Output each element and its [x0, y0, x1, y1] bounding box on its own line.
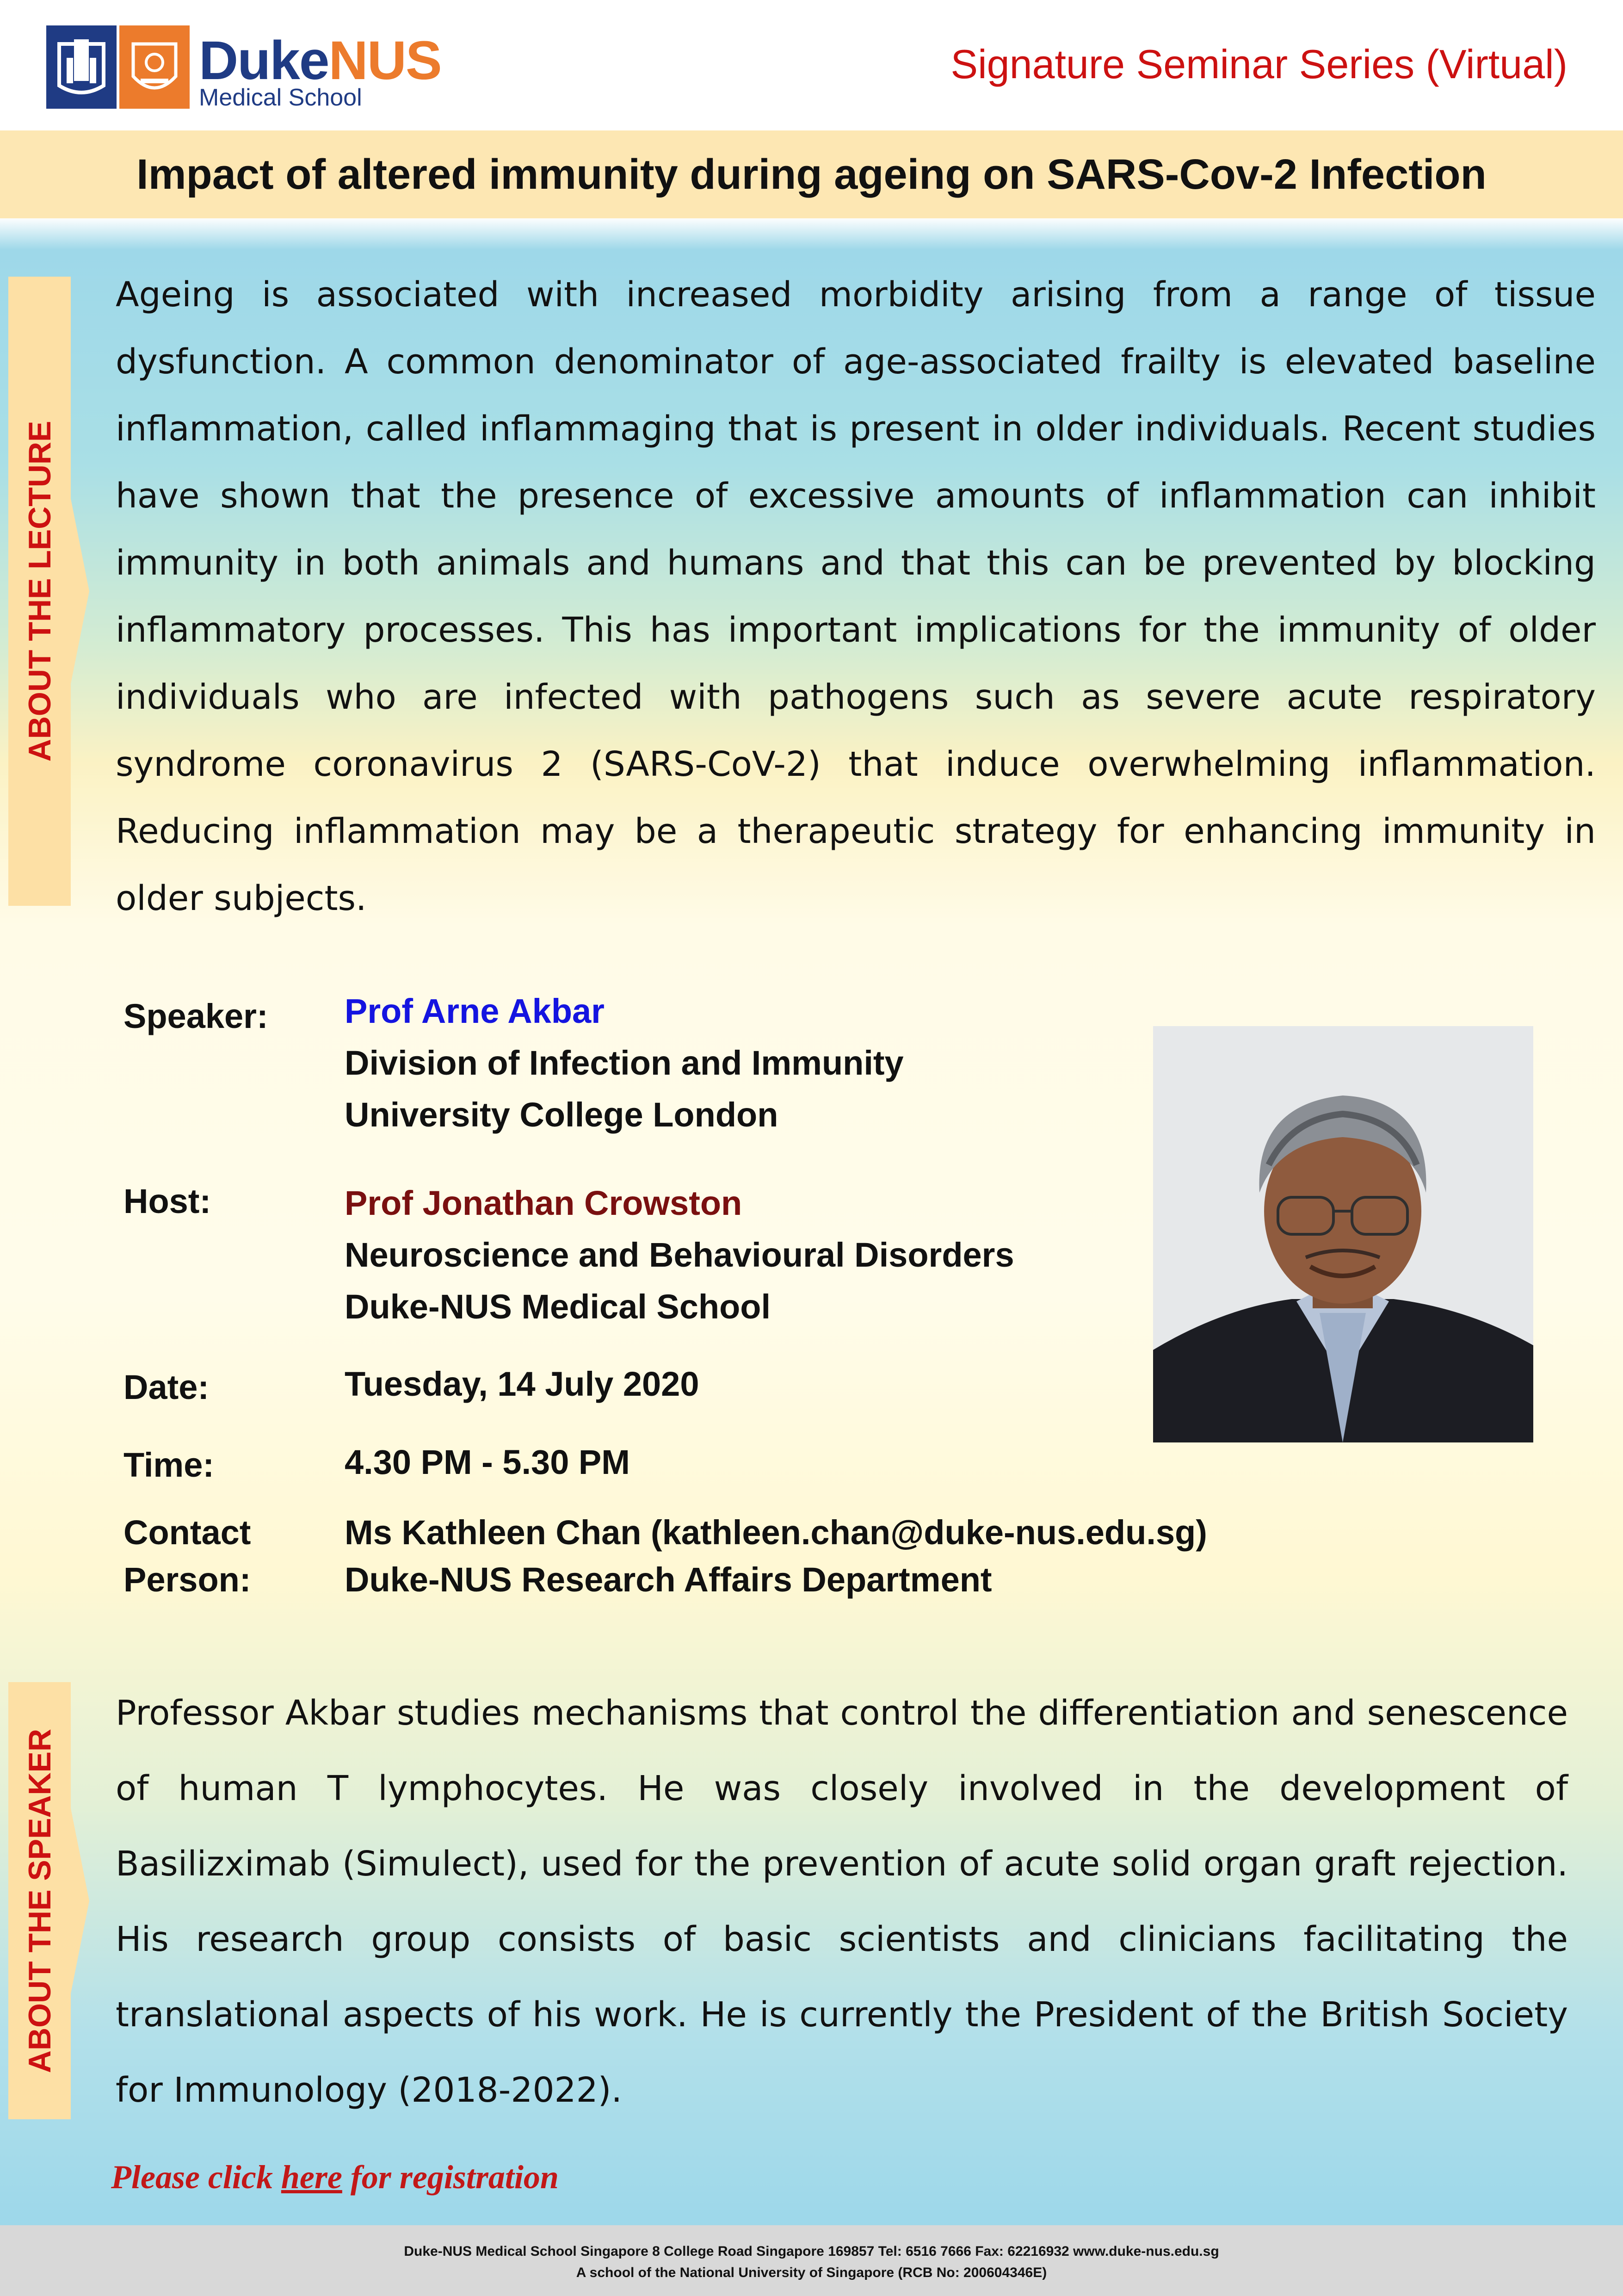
- speaker-bio: Professor Akbar studies mechanisms that control the differentiation and senescence of human T lymphocytes. He was closely involved in the development of Basilizximab (Simulect), used for the prevention of acute solid organ graft rejection. His research group consists of basic scientists and clinicians facilitating the translational aspects of his work. He is currently the President of the British Society for Immunology (2018-2022).: [116, 1693, 1568, 2110]
- about-lecture-tab: [8, 277, 71, 906]
- logo-wordmark: DukeNUS: [199, 30, 441, 91]
- host-label: Host:: [123, 1182, 211, 1220]
- registration-suffix: for registration: [342, 2159, 559, 2196]
- time-label: Time:: [123, 1446, 215, 1484]
- duke-nus-logo: [46, 25, 190, 109]
- about-speaker-label: ABOUT THE SPEAKER: [22, 1728, 57, 2073]
- contact-name-email: Ms Kathleen Chan (kathleen.chan@duke-nus.edu.sg): [345, 1513, 1207, 1552]
- date-value: Tuesday, 14 July 2020: [345, 1365, 699, 1403]
- contact-label-line1: Contact: [123, 1513, 251, 1552]
- title-band: [0, 130, 1623, 218]
- host-block: [345, 1177, 1014, 1333]
- footer-school-info: A school of the National University of Singapore (RCB No: 200604346E): [576, 2265, 1047, 2280]
- time-value: 4.30 PM - 5.30 PM: [345, 1443, 630, 1481]
- contact-block: [345, 1509, 1207, 1603]
- logo-subtitle: Medical School: [199, 84, 362, 111]
- contact-department: Duke-NUS Research Affairs Department: [345, 1560, 992, 1599]
- about-lecture-label: ABOUT THE LECTURE: [22, 421, 57, 762]
- about-speaker-tab: [8, 1682, 71, 2119]
- tab-arrow-icon: [71, 499, 89, 684]
- speaker-label: Speaker:: [123, 997, 268, 1035]
- speaker-division: Division of Infection and Immunity: [345, 1044, 904, 1082]
- series-title: Signature Seminar Series (Virtual): [950, 41, 1567, 87]
- tab-arrow-icon: [71, 1808, 89, 1993]
- contact-label-line2: Person:: [123, 1560, 251, 1599]
- page-title: Impact of altered immunity during ageing on SARS-Cov-2 Infection: [136, 151, 1487, 198]
- footer-address: Duke-NUS Medical School Singapore 8 College Road Singapore 169857 Tel: 6516 7666 Fax: 62216932 www.duke-nus.edu.sg: [404, 2244, 1219, 2259]
- registration-prefix: Please click: [111, 2159, 281, 2196]
- footer: [0, 2225, 1623, 2296]
- date-label: Date:: [123, 1368, 210, 1406]
- lecture-abstract: Ageing is associated with increased morbidity arising from a range of tissue dysfunction. A common denominator of age-associated frailty is elevated baseline inflammation, called inflammaging that is present in older individuals. Recent studies have shown that the presence of excessive amounts of inflammation can inhibit immunity in both animals and humans and that this can be prevented by blocking inflammatory processes. This has important implications for the immunity of older individuals who are infected with pathogens such as severe acute respiratory syndrome coronavirus 2 (SARS-CoV-2) that induce overwhelming inflammation. Reducing inflammation may be a therapeutic strategy for enhancing immunity in older subjects.: [116, 275, 1596, 918]
- speaker-block: [345, 985, 904, 1141]
- nus-crest-logo-icon: [119, 25, 190, 109]
- speaker-name: Prof Arne Akbar: [345, 992, 605, 1030]
- host-name: Prof Jonathan Crowston: [345, 1184, 742, 1222]
- registration-link[interactable]: here: [281, 2159, 342, 2196]
- host-institution: Duke-NUS Medical School: [345, 1287, 771, 1326]
- speaker-photo: [1153, 1026, 1533, 1442]
- host-department: Neuroscience and Behavioural Disorders: [345, 1236, 1014, 1274]
- duke-chapel-logo-icon: [46, 25, 117, 109]
- registration-line: [111, 2158, 559, 2197]
- speaker-institution: University College London: [345, 1095, 778, 1134]
- contact-label: [123, 1509, 251, 1603]
- header: [0, 0, 1623, 127]
